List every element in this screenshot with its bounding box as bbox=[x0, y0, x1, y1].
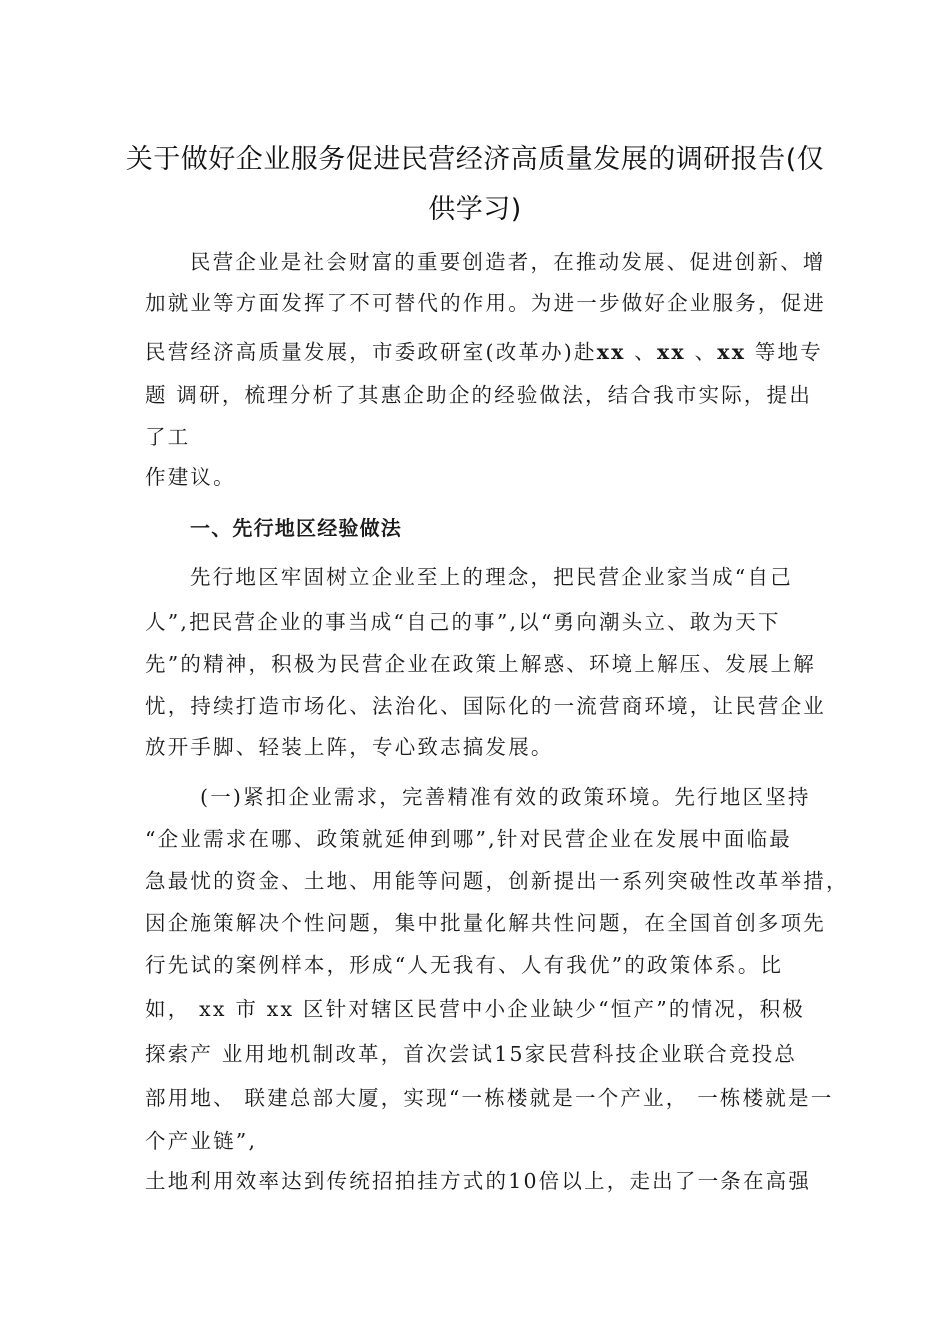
section1-line-3: 先”的精神，积极为民营企业在政策上解惑、环境上解压、发展上解 bbox=[145, 652, 816, 676]
subsection1-line-6: 如， xx 市 xx 区针对辖区民营中小企业缺少“恒产”的情况，积极 bbox=[145, 997, 806, 1021]
document-title-line-1: 关于做好企业服务促进民营经济高质量发展的调研报告(仅 bbox=[125, 144, 825, 175]
section-heading-1: 一、先行地区经验做法 bbox=[190, 516, 402, 540]
intro-line-3-text: 民营经济高质量发展，市委政研室(改革办)赴 bbox=[145, 340, 597, 364]
subsection1-line-10: 土地利用效率达到传统招拍挂方式的10倍以上，走出了一条在高强 bbox=[145, 1169, 812, 1193]
place-placeholder-2: xx bbox=[656, 340, 686, 364]
subsection1-line-1: (一)紧扣企业需求，完善精准有效的政策环境。先行地区坚持 bbox=[200, 785, 811, 809]
separator-1: 、 bbox=[634, 340, 657, 364]
subsection1-line-5: 行先试的案例样本，形成“人无我有、人有我优”的政策体系。比 bbox=[145, 953, 784, 977]
document-title-line-2: 供学习) bbox=[428, 194, 522, 225]
intro-line-6: 作建议。 bbox=[145, 465, 236, 489]
intro-line-3 bbox=[145, 335, 823, 365]
intro-line-5: 了工 bbox=[145, 425, 191, 449]
subsection1-line-8: 部用地、 联建总部大厦，实现“一栋楼就是一个产业， 一栋楼就是一 bbox=[145, 1086, 834, 1110]
place-placeholder-3: xx bbox=[717, 340, 747, 364]
intro-line-2: 加就业等方面发挥了不可替代的作用。为进一步做好企业服务，促进 bbox=[145, 291, 826, 315]
place-placeholder-1: xx bbox=[596, 340, 626, 364]
intro-line-3-end: 等地专 bbox=[754, 340, 823, 364]
subsection1-line-2: “企业需求在哪、政策就延伸到哪”,针对民营企业在发展中面临最 bbox=[145, 827, 792, 851]
intro-line-1: 民营企业是社会财富的重要创造者，在推动发展、促进创新、增 bbox=[190, 250, 826, 274]
section1-line-5: 放开手脚、轻装上阵，专心致志搞发展。 bbox=[145, 735, 554, 759]
subsection1-line-9: 个产业链”, bbox=[145, 1129, 258, 1153]
subsection1-line-3: 急最忧的资金、土地、用能等问题，创新提出一系列突破性改革举措， bbox=[145, 869, 849, 893]
subsection1-line-7: 探索产 业用地机制改革，首次尝试15家民营科技企业联合竞投总 bbox=[145, 1042, 798, 1066]
intro-line-4: 题 调研，梳理分析了其惠企助企的经验做法，结合我市实际，提出 bbox=[145, 383, 813, 407]
section1-line-1: 先行地区牢固树立企业至上的理念，把民营企业家当成“自己 bbox=[190, 565, 793, 589]
section1-line-4: 忧，持续打造市场化、法治化、国际化的一流营商环境，让民营企业 bbox=[145, 694, 826, 718]
separator-2: 、 bbox=[694, 340, 718, 364]
subsection1-line-4: 因企施策解决个性问题，集中批量化解共性问题，在全国首创多项先 bbox=[145, 911, 826, 935]
section1-line-2: 人”,把民营企业的事当成“自己的事”,以“勇向潮头立、敢为天下 bbox=[145, 610, 781, 634]
